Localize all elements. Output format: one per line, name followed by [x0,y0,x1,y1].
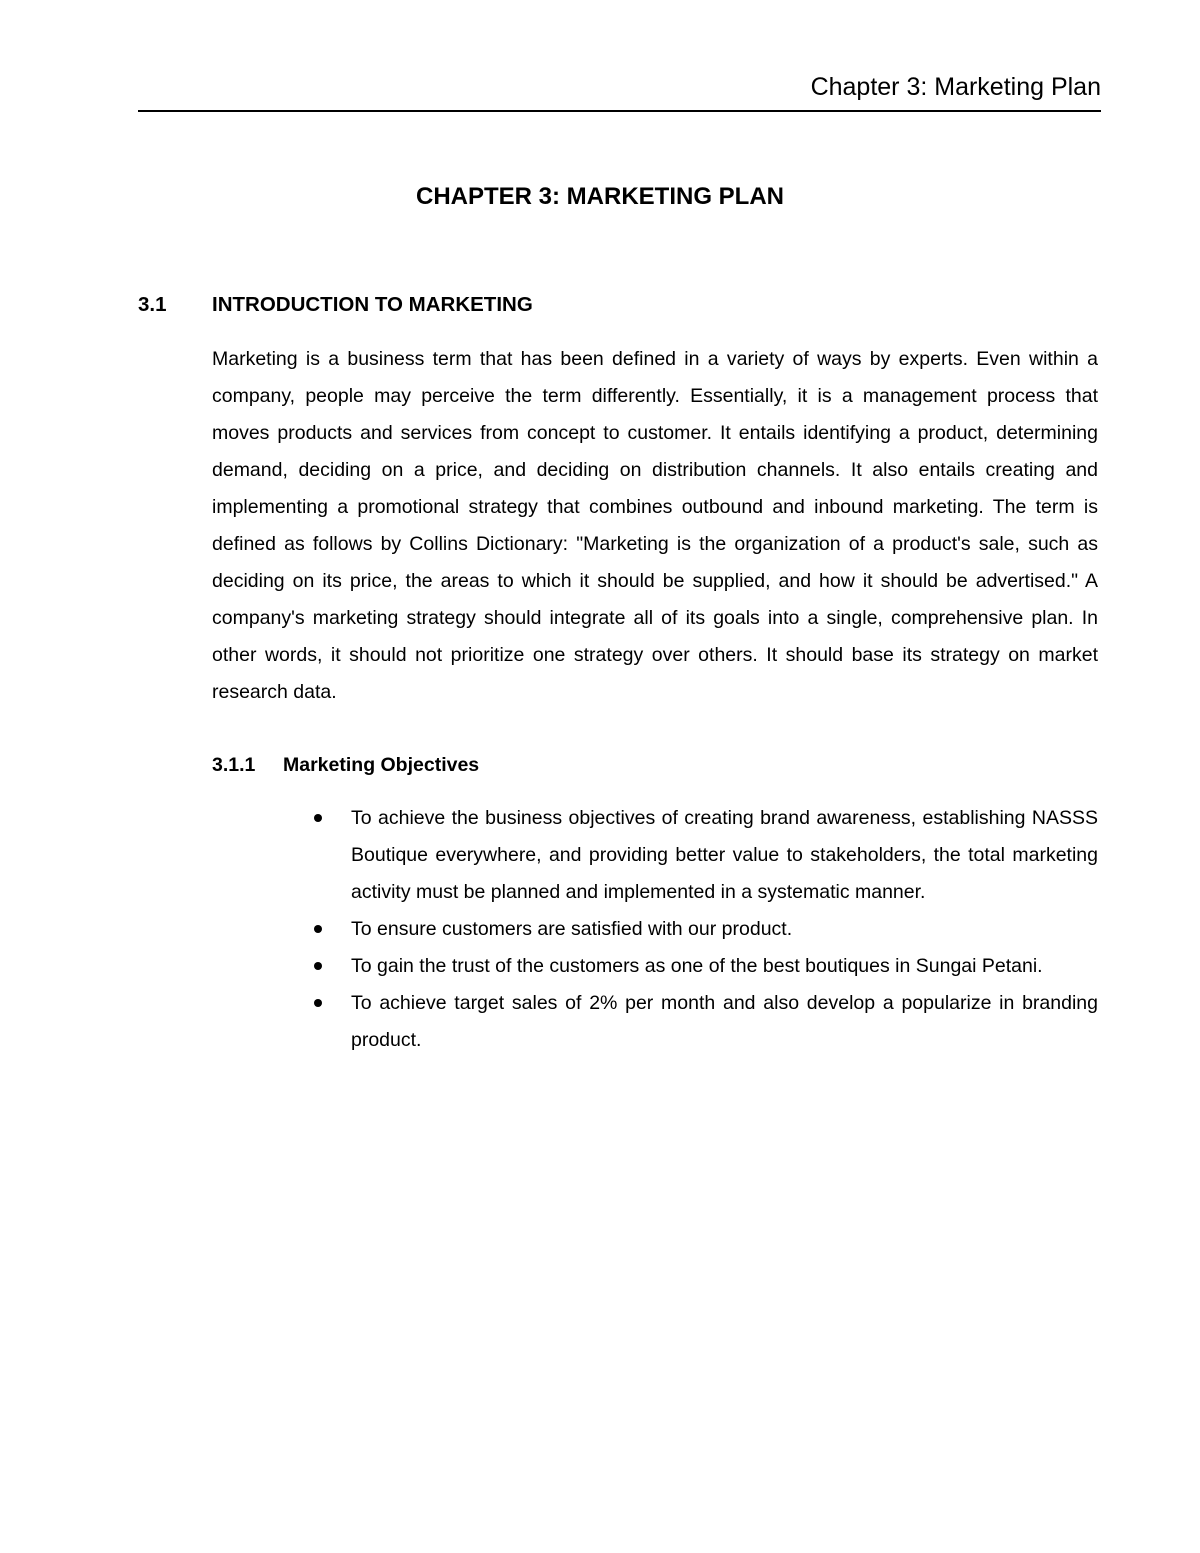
body-paragraph: Marketing is a business term that has been defined in a variety of ways by experts. Even within a company, people may perceive the term differently. Essentially, it is a management process that moves products and services from concept to customer. It entails identifying a product, determining demand, deciding on a price, and deciding on distribution channels. It also entails creating and implementing a promotional strategy that combines outbound and inbound marketing. The term is defined as follows by Collins Dictionary: "Marketing is the organization of a product's sale, such as deciding on its price, the areas to which it should be supplied, and how it should be advertised." A company's marketing strategy should integrate all of its goals into a single, comprehensive plan. In other words, it should not prioritize one strategy over others. It should base its strategy on market research data. [212,348,1098,703]
subsection-number: 3.1.1 [212,754,256,776]
objectives-list [351,800,1098,1059]
section-heading [138,290,1101,320]
list-item [351,800,1098,911]
objective-text: To achieve the business objectives of creating brand awareness, establishing NASSS Boutique everywhere, and providing better value to stakeholders, the total marketing activity must be planned and implemented in a systematic manner. [351,807,1098,903]
bullet-icon [314,814,322,822]
page-header [138,70,1101,112]
objective-text: To achieve target sales of 2% per month and also develop a popularize in branding product. [351,992,1098,1051]
objective-text: To gain the trust of the customers as one of the best boutiques in Sungai Petani. [351,955,1043,977]
section-title: INTRODUCTION TO MARKETING [212,293,533,316]
chapter-title: CHAPTER 3: MARKETING PLAN [415,183,784,210]
objective-text: To ensure customers are satisfied with our product. [351,918,793,940]
list-item [351,985,1098,1059]
bullet-icon [314,962,322,970]
subsection-title: Marketing Objectives [283,754,480,776]
bullet-icon [314,999,322,1007]
subsection-heading [212,750,479,780]
section-number: 3.1 [138,293,167,316]
list-item [351,911,1098,948]
running-head: Chapter 3: Marketing Plan [810,73,1101,101]
bullet-icon [314,925,322,933]
list-item [351,948,1098,985]
